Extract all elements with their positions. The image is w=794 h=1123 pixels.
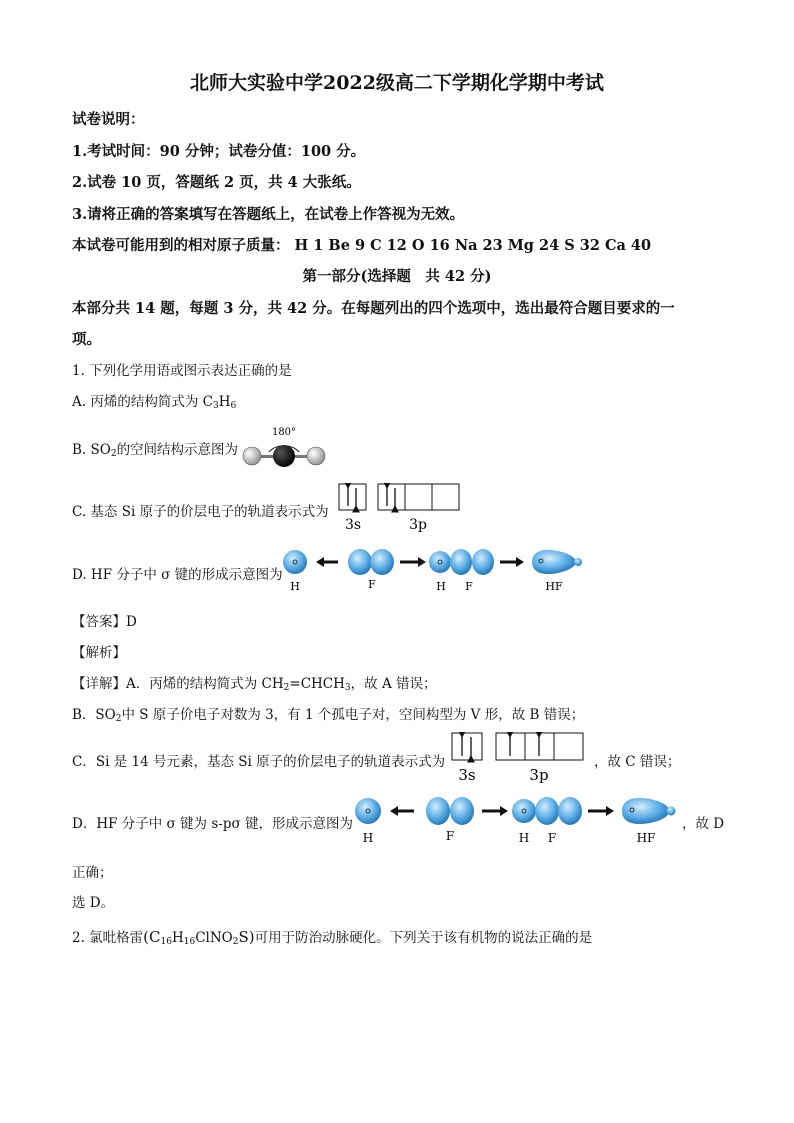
oxygen-atom: [307, 447, 325, 465]
oxygen-atom: [243, 447, 261, 465]
h-small-lobe: [574, 558, 582, 566]
arrow-right-head: [500, 806, 508, 816]
q2-stem: [72, 926, 722, 946]
detail-a-text: 【详解】A．丙烯的结构简式为 CH: [72, 676, 284, 692]
detail-a: [72, 672, 722, 692]
subscript: 16: [160, 937, 172, 947]
subscript: 16: [183, 937, 196, 947]
q1-option-b-text: 的空间结构示意图为: [116, 442, 239, 458]
h-s-orbital: [355, 798, 381, 824]
orbital-box-3p: [432, 484, 459, 510]
part1-desc-line2: 项。: [72, 331, 101, 348]
orbital-box-3p: [554, 733, 583, 760]
subscript: 2: [110, 449, 117, 459]
f-p-orbital-lobe: [426, 797, 450, 825]
subscript: 2: [115, 714, 122, 724]
si-orbital-diagram-correct: [451, 732, 587, 784]
f-p-orbital-lobe: [558, 797, 582, 825]
f-p-orbital-lobe: [472, 549, 494, 575]
orbital-box-3p: [378, 484, 405, 510]
q1-stem: 1. 下列化学用语或图示表达正确的是: [72, 363, 292, 379]
label-f: F: [465, 580, 473, 593]
f-p-orbital-lobe: [535, 797, 559, 825]
h-s-orbital: [429, 551, 451, 573]
arrow-right-head: [418, 557, 426, 567]
detail-b-text: 中 S 原子价电子对数为 3，有 1 个孤电子对，空间构型为 V 形，故 B 错误；: [121, 707, 585, 723]
f-p-orbital-lobe: [370, 549, 394, 575]
subscript: 6: [230, 401, 237, 411]
angle-label: 180°: [271, 427, 297, 438]
arrow-right-head: [516, 557, 524, 567]
h-s-orbital: [512, 799, 536, 823]
q1-option-a-text: A. 丙烯的结构简式为 C: [72, 394, 213, 410]
subscript: 2: [232, 937, 239, 947]
detail-a-text: ，故 A 错误；: [350, 676, 437, 692]
orbital-label-3p: 3p: [409, 517, 427, 533]
instruction-item-2: 2.试卷 10 页，答题纸 2 页，共 4 大张纸。: [72, 174, 361, 191]
label-h: H: [518, 831, 530, 845]
h-s-orbital: [283, 550, 307, 574]
part1-heading: 第一部分(选择题 共 42 分): [302, 268, 492, 285]
detail-b: [72, 703, 722, 723]
detail-d-end: ，故 D: [682, 816, 725, 832]
q2-stem-text: 可用于防治动脉硬化。下列关于该有机物的说法正确的是: [254, 930, 593, 946]
q2-formula: S): [238, 928, 255, 946]
label-h: H: [436, 580, 446, 593]
instructions-heading: 试卷说明：: [72, 111, 145, 128]
orbital-label-3s: 3s: [458, 766, 476, 784]
arrow-left-head: [316, 557, 324, 567]
orbital-label-3s: 3s: [344, 517, 362, 533]
q1-option-b-text: B. SO: [72, 442, 111, 458]
orbital-box-3s: [452, 733, 482, 760]
arrow-left-head: [390, 806, 398, 816]
q2-stem-text: 2. 氯吡格雷: [72, 930, 144, 946]
detail-d-cont: 正确；: [72, 865, 113, 881]
orbital-box-3p: [405, 484, 432, 510]
detail-a-text: =CHCH: [289, 676, 345, 692]
detail-b-text: B．SO: [72, 707, 116, 723]
choose-answer: 选 D。: [72, 895, 115, 911]
instruction-item-1: 1.考试时间：90 分钟；试卷分值：100 分。: [72, 143, 366, 160]
label-hf: HF: [545, 580, 563, 593]
answer-line: 【答案】D: [72, 614, 137, 630]
subscript: 3: [344, 683, 351, 693]
si-orbital-diagram-wrong: [338, 483, 463, 533]
label-f: F: [547, 831, 557, 845]
orbital-label-3p: 3p: [529, 766, 549, 784]
sulfur-atom: [273, 445, 295, 467]
label-h: H: [362, 831, 374, 845]
q2-formula: ClNO: [195, 930, 233, 946]
detail-c-text: C．Si 是 14 号元素，基态 Si 原子的价层电子的轨道表示式为: [72, 754, 446, 770]
so2-linear-model-figure: [238, 422, 330, 468]
hf-sigma-bond-orbital: [532, 550, 576, 574]
q1-option-a: [72, 390, 722, 410]
q2-formula: H: [171, 930, 184, 946]
instruction-item-3: 3.请将正确的答案填写在答题纸上，在试卷上作答视为无效。: [72, 206, 465, 223]
arrow-right-head: [606, 806, 614, 816]
page-title: 北师大实验中学2022级高二下学期化学期中考试: [190, 72, 604, 94]
label-hf: HF: [636, 831, 656, 845]
atomic-mass-line: 本试卷可能用到的相对原子质量： H 1 Be 9 C 12 O 16 Na 23 Mg 24 S 32 Ca 40: [72, 237, 652, 254]
label-f: F: [368, 578, 376, 591]
q1-option-c: C. 基态 Si 原子的价层电子的轨道表示式为: [72, 504, 329, 520]
label-f: F: [445, 829, 455, 843]
label-h: H: [290, 580, 300, 593]
q1-option-b: [72, 438, 722, 458]
h-small-lobe: [667, 807, 676, 816]
detail-c-end: ，故 C 错误；: [594, 754, 681, 770]
f-p-orbital-lobe: [450, 549, 472, 575]
orbital-box-3s: [339, 484, 366, 510]
f-p-orbital-lobe: [450, 797, 474, 825]
q1-option-a-text: H: [218, 394, 231, 410]
subscript: 3: [212, 401, 219, 411]
q1-option-d: D. HF 分子中 σ 键的形成示意图为: [72, 567, 283, 583]
hf-sigma-bond-figure-detail: [352, 794, 680, 848]
q2-formula: (C: [143, 928, 161, 946]
f-p-orbital-lobe: [348, 549, 372, 575]
analysis-heading: 【解析】: [72, 645, 126, 661]
hf-sigma-bond-figure: [280, 546, 585, 594]
detail-d: D．HF 分子中 σ 键为 s-pσ 键，形成示意图为: [72, 816, 353, 832]
hf-sigma-bond-orbital: [622, 798, 669, 824]
subscript: 2: [283, 683, 290, 693]
part1-desc-line1: 本部分共 14 题，每题 3 分，共 42 分。在每题列出的四个选项中，选出最符合题目要求的一: [72, 300, 675, 317]
